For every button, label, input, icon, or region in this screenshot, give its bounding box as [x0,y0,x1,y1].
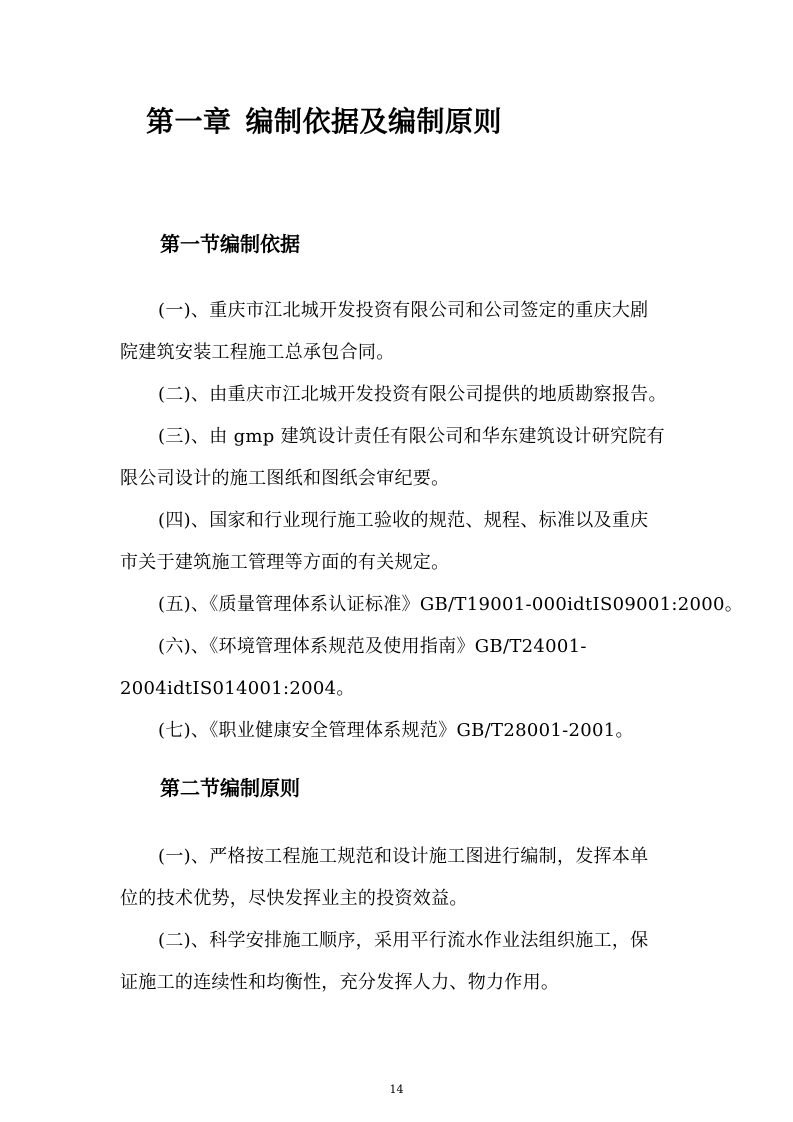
paragraph-line: (六)、《环境管理体系规范及使用指南》GB/T24001- [158,636,587,657]
paragraph-line: 限公司设计的施工图纸和图纸会审纪要。 [120,468,450,489]
paragraph-line: (二)、科学安排施工顺序，采用平行流水作业法组织施工，保 [158,930,649,951]
chapter-title [146,100,502,140]
paragraph-line: (七)、《职业健康安全管理体系规范》GB/T28001-2001。 [158,720,634,741]
paragraph-line: (二)、由重庆市江北城开发投资有限公司提供的地质勘察报告。 [158,384,667,405]
paragraph-line: 院建筑安装工程施工总承包合同。 [120,342,395,363]
paragraph-line: 证施工的连续性和均衡性，充分发挥人力、物力作用。 [120,972,560,993]
paragraph-line: (三)、由 gmp 建筑设计责任有限公司和华东建筑设计研究院有 [158,426,665,447]
paragraph-line: (一)、严格按工程施工规范和设计施工图进行编制，发挥本单 [158,846,649,867]
paragraph-line: (四)、国家和行业现行施工验收的规范、规程、标准以及重庆 [158,510,649,531]
page-number: 14 [389,1083,404,1096]
paragraph-line: 2004idtIS014001:2004。 [120,678,355,699]
paragraph-line: 市关于建筑施工管理等方面的有关规定。 [120,552,450,573]
chapter-number: 第一章 [146,105,232,138]
chapter-name: 编制依据及编制原则 [245,105,503,138]
section-title: 第一节编制依据 [160,232,300,256]
paragraph-line: 位的技术优势，尽快发挥业主的投资效益。 [120,888,468,909]
paragraph-line: (五)、《质量管理体系认证标准》GB/T19001-000idtIS09001:2000。 [158,594,744,615]
paragraph-line: (一)、重庆市江北城开发投资有限公司和公司签定的重庆大剧 [158,300,649,321]
section-title: 第二节编制原则 [160,776,300,800]
